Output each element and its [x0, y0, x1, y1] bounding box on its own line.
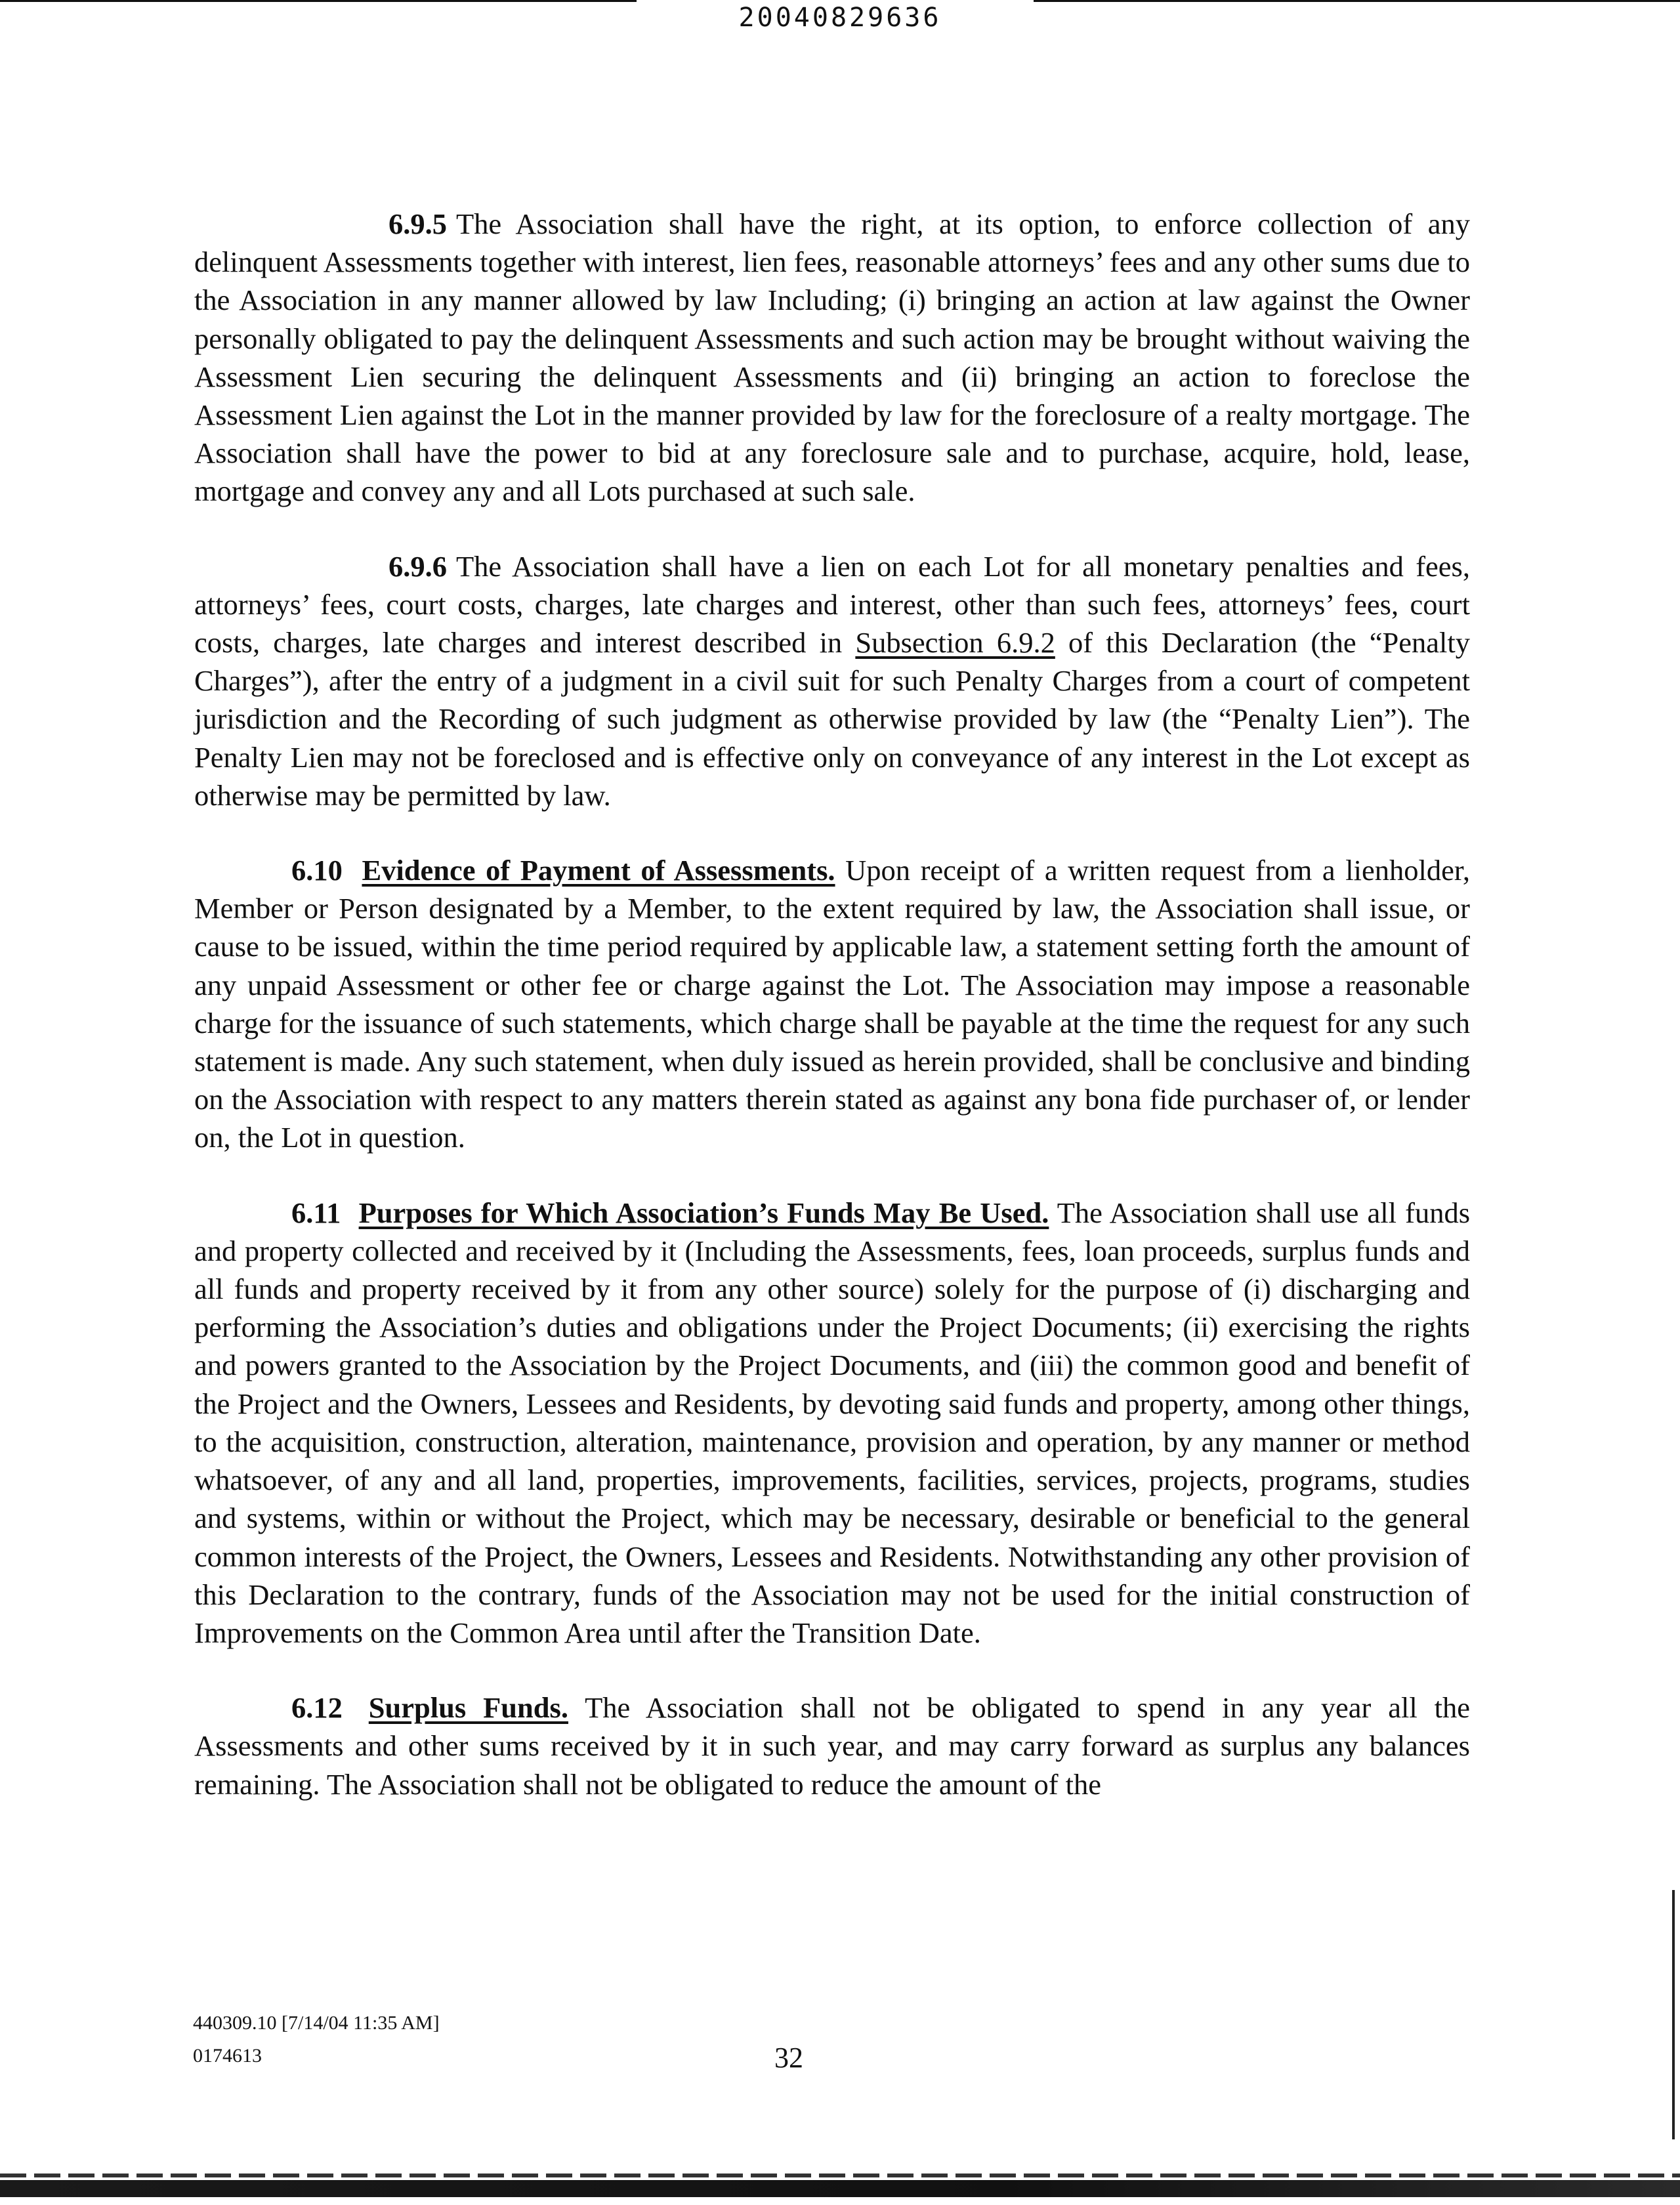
- section-text: The Association shall have the right, at its option, to enforce collection of any delinquent Assessments together with interest, lien fees, reasonable attorneys’ fees and any other sums due to the Association in any manner allowed by law Including; (i) bringing an action at law against the Owner personally obligated to pay the delinquent Assessments and such action may be brought without waiving the Assessment Lien securing the delinquent Assessments and (ii) bringing an action to foreclose the Assessment Lien against the Lot in the manner provided by law for the foreclosure of a realty mortgage. The Association shall have the power to bid at any foreclosure sale and to purchase, acquire, hold, lease, mortgage and convey any and all Lots purchased at such sale.: [194, 207, 1470, 508]
- page-number: 32: [774, 2042, 803, 2074]
- section-text: The Association shall not be obligated to spend in any year all the Assessments and other sums received by it in such year, and may carry forward as surplus any balances remaining. The Association shall not be obligated to reduce the amount of the: [194, 1691, 1470, 1801]
- document-body: [194, 205, 1470, 1840]
- section-text: The Association shall have a lien on each Lot for all monetary penalties and fees, attorneys’ fees, court costs, charges, late charges and interest, other than such fees, attorneys’ fees, court costs, charges, late charges and interest described in: [194, 549, 1470, 660]
- section-6-9-5: [194, 205, 1470, 511]
- section-number: 6.9.6: [388, 549, 447, 583]
- section-number: 6.10: [291, 854, 343, 887]
- section-text: Upon receipt of a written request from a lienholder, Member or Person designated by a Member, to the extent required by law, the Association shall issue, or cause to be issued, within the time period required by applicable law, a statement setting forth the amount of any unpaid Assessment or other fee or charge against the Lot. The Association may impose a reasonable charge for the issuance of such statements, which charge shall be payable at the time the request for any such statement is made. Any such statement, when duly issued as herein provided, shall be conclusive and binding on the Association with respect to any matters therein stated as against any bona fide purchaser of, or lender on, the Lot in question.: [194, 854, 1470, 1154]
- document-version-stamp: 440309.10 [7/14/04 11:35 AM]: [193, 2012, 440, 2034]
- section-6-11: [194, 1194, 1470, 1652]
- scan-edge-mark: [1672, 1890, 1675, 2139]
- section-heading: Purposes for Which Association’s Funds May Be Used.: [358, 1196, 1049, 1229]
- section-6-10: [194, 851, 1470, 1157]
- section-heading: Evidence of Payment of Assessments.: [362, 854, 835, 887]
- section-text-continued: of this Declaration (the “Penalty Charges”), after the entry of a judgment in a civil suit for such Penalty Charges from a court of competent jurisdiction and the Recording of such judgment as otherwise provided by law (the “Penalty Lien”). The Penalty Lien may not be foreclosed and is effective only on conveyance of any interest in the Lot except as otherwise may be permitted by law.: [194, 626, 1471, 812]
- section-text: The Association shall use all funds and property collected and received by it (Including the Assessments, fees, loan proceeds, surplus funds and all funds and property received by it from any other source) solely for the purpose of (i) discharging and performing the Association’s duties and obligations under the Project Documents; (ii) exercising the rights and powers granted to the Association by the Project Documents, and (iii) the common good and benefit of the Project and the Owners, Lessees and Residents, by devoting said funds and property, among other things, to the acquisition, construction, alteration, maintenance, provision and operation, by any manner or method whatsoever, of any and all land, properties, improvements, facilities, services, projects, programs, studies and systems, within or without the Project, which may be necessary, desirable or beneficial to the general common interests of the Project, the Owners, Lessees and Residents. Notwithstanding any other provision of this Declaration to the contrary, funds of the Association may not be used for the initial construction of Improvements on the Common Area until after the Transition Date.: [194, 1196, 1471, 1649]
- scan-bottom-bar: [0, 2180, 1680, 2197]
- section-6-12: [194, 1689, 1470, 1803]
- section-number: 6.12: [291, 1691, 343, 1725]
- section-heading: Surplus Funds.: [368, 1691, 568, 1725]
- recording-number: 20040829636: [738, 3, 942, 33]
- client-number: 0174613: [193, 2045, 262, 2067]
- top-rule-right: [1034, 0, 1680, 2]
- footer-document-id: [193, 2007, 440, 2072]
- top-rule-left: [0, 0, 637, 2]
- section-6-9-6: [194, 547, 1470, 814]
- section-number: 6.11: [291, 1196, 341, 1229]
- section-number: 6.9.5: [388, 207, 447, 240]
- scan-bottom-dashes: [0, 2174, 1680, 2177]
- subsection-reference: Subsection 6.9.2: [855, 626, 1055, 660]
